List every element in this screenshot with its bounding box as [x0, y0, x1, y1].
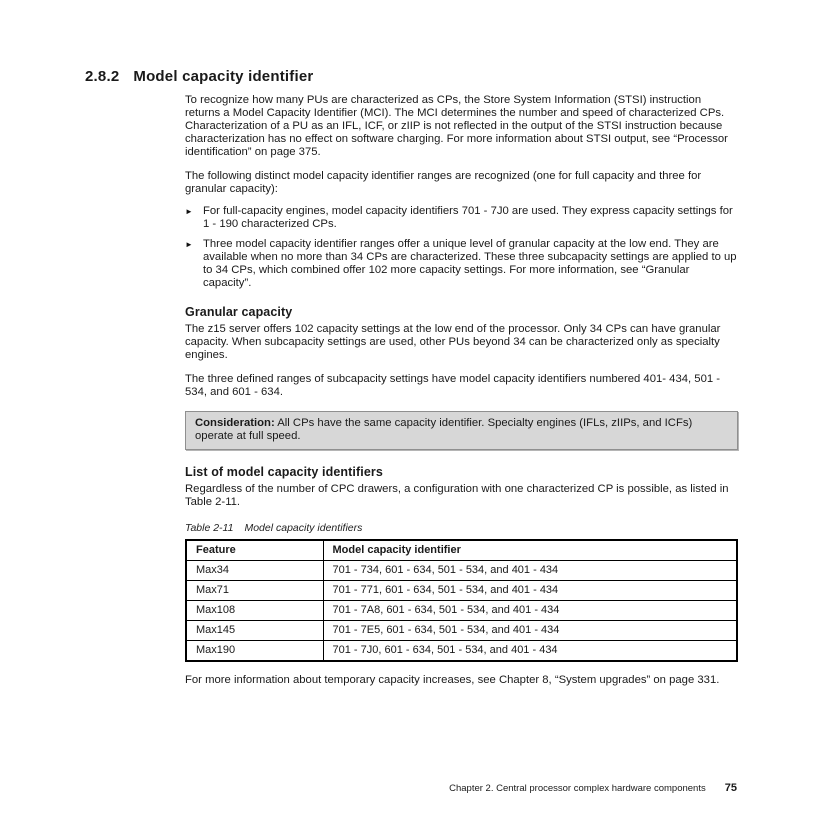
table-caption-title: Model capacity identifiers	[244, 522, 363, 534]
column-header-feature: Feature	[186, 540, 323, 561]
table-caption	[185, 522, 738, 535]
consideration-box	[185, 411, 738, 450]
cell-identifier: 701 - 7A8, 601 - 634, 501 - 534, and 401 - 434	[323, 601, 737, 621]
cell-identifier: 701 - 734, 601 - 634, 501 - 534, and 401 - 434	[323, 561, 737, 581]
footer-chapter-title: Chapter 2. Central processor complex hardware components	[449, 783, 706, 794]
cell-feature: Max190	[186, 641, 323, 662]
granular-paragraph-1: The z15 server offers 102 capacity settings at the low end of the processor. Only 34 CPs can have granular capacity. When subcapacity settings are used, other PUs beyond 34 can be characterized only as specialty engines.	[185, 323, 721, 361]
table-row	[186, 641, 737, 662]
body-content	[185, 94, 738, 698]
cell-feature: Max108	[186, 601, 323, 621]
table-row	[186, 581, 737, 601]
closing-paragraph: For more information about temporary capacity increases, see Chapter 8, “System upgrades” on page 331.	[185, 674, 720, 686]
cell-feature: Max34	[186, 561, 323, 581]
bullet-text: For full-capacity engines, model capacity identifiers 701 - 7J0 are used. They express capacity settings for 1 - 190 characterized CPs.	[203, 205, 733, 230]
bullet-text: Three model capacity identifier ranges offer a unique level of granular capacity at the low end. They are available when no more than 34 CPs are characterized. These three subcapacity settings are applied to up to 34 CPs, which combined offer 102 more capacity settings. For more information, see “Granular capacity”.	[203, 238, 737, 289]
bullet-item	[185, 205, 738, 231]
subsection-heading-granular-capacity: Granular capacity	[185, 305, 293, 319]
table-row	[186, 561, 737, 581]
page-footer	[449, 782, 737, 794]
page-number: 75	[724, 782, 737, 794]
cell-feature: Max71	[186, 581, 323, 601]
bullet-triangle-icon: ►	[185, 207, 193, 216]
intro-paragraph-1: To recognize how many PUs are characterized as CPs, the Store System Information (STSI) instruction returns a Model Capacity Identifier (MCI). The MCI determines the number and speed of characterized CPs. Characterization of a PU as an IFL, ICF, or zIIP is not reflected in the output of the STSI instruction because characterization has no effect on software charging. For more information about STSI output, see “Processor identification” on page 375.	[185, 94, 728, 158]
consideration-label: Consideration:	[195, 417, 275, 429]
table-row	[186, 621, 737, 641]
model-capacity-table	[185, 539, 738, 662]
cell-identifier: 701 - 7E5, 601 - 634, 501 - 534, and 401 - 434	[323, 621, 737, 641]
table-row	[186, 601, 737, 621]
intro-paragraph-2: The following distinct model capacity identifier ranges are recognized (one for full capacity and three for granular capacity):	[185, 170, 702, 195]
consideration-text: All CPs have the same capacity identifier. Specialty engines (IFLs, zIIPs, and ICFs) operate at full speed.	[195, 417, 693, 442]
bullet-item	[185, 238, 738, 290]
cell-identifier: 701 - 771, 601 - 634, 501 - 534, and 401 - 434	[323, 581, 737, 601]
table-header-row	[186, 540, 737, 561]
cell-feature: Max145	[186, 621, 323, 641]
subsection-heading-list-of-identifiers: List of model capacity identifiers	[185, 465, 383, 479]
list-section-paragraph: Regardless of the number of CPC drawers, a configuration with one characterized CP is possible, as listed in Table 2-11.	[185, 483, 729, 508]
section-title: Model capacity identifier	[133, 68, 314, 85]
section-number: 2.8.2	[85, 68, 120, 85]
cell-identifier: 701 - 7J0, 601 - 634, 501 - 534, and 401 - 434	[323, 641, 737, 662]
section-heading	[85, 68, 313, 85]
granular-paragraph-2: The three defined ranges of subcapacity settings have model capacity identifiers numbered 401- 434, 501 - 534, and 601 - 634.	[185, 373, 721, 398]
column-header-identifier: Model capacity identifier	[323, 540, 737, 561]
bullet-triangle-icon: ►	[185, 240, 193, 249]
table-caption-label: Table 2-11	[185, 522, 234, 534]
